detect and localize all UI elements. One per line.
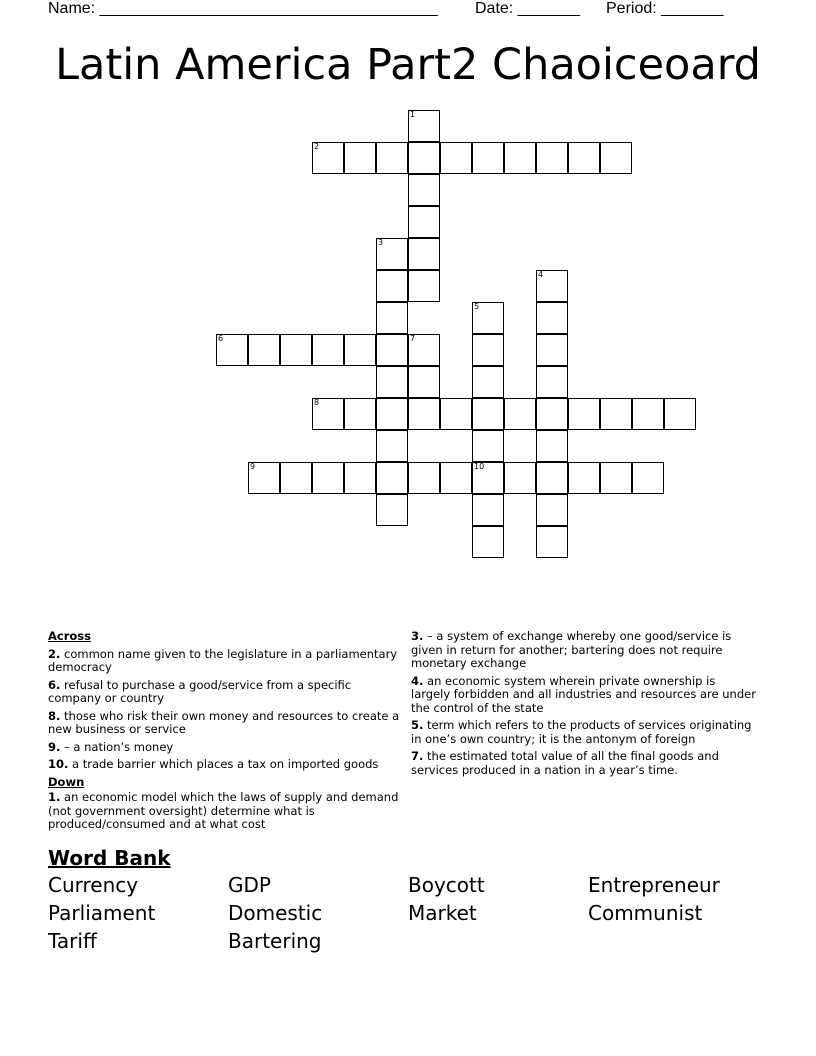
crossword-cell[interactable] bbox=[376, 430, 408, 462]
crossword-cell[interactable] bbox=[472, 526, 504, 558]
crossword-cell[interactable] bbox=[504, 398, 536, 430]
crossword-cell[interactable] bbox=[376, 238, 408, 270]
crossword-cell[interactable] bbox=[536, 334, 568, 366]
word-bank-word: GDP bbox=[228, 873, 271, 897]
clues-column-right bbox=[411, 630, 756, 781]
word-bank-word: Market bbox=[408, 901, 477, 925]
crossword-cell[interactable] bbox=[472, 142, 504, 174]
crossword-cell[interactable] bbox=[536, 526, 568, 558]
clue-across-8: 8. those who risk their own money and resources to create a new business or service bbox=[48, 708, 400, 736]
page-title: Latin America Part2 Chaoiceoard bbox=[55, 40, 761, 90]
word-bank-word: Boycott bbox=[408, 873, 485, 897]
crossword-cell[interactable] bbox=[536, 270, 568, 302]
word-bank-word: Parliament bbox=[48, 901, 156, 925]
crossword-cell[interactable] bbox=[408, 398, 440, 430]
word-bank-word: Tariff bbox=[48, 929, 97, 953]
crossword-cell[interactable] bbox=[408, 206, 440, 238]
crossword-cell[interactable] bbox=[440, 462, 472, 494]
crossword-cell[interactable] bbox=[248, 462, 280, 494]
crossword-cell[interactable] bbox=[536, 430, 568, 462]
clue-number: 1 bbox=[410, 110, 416, 119]
clue-number: 10 bbox=[474, 462, 485, 471]
clue-number: 4 bbox=[538, 270, 544, 279]
crossword-cell[interactable] bbox=[344, 462, 376, 494]
clue-number: 6 bbox=[218, 334, 224, 343]
crossword-cell[interactable] bbox=[408, 142, 440, 174]
crossword-cell[interactable] bbox=[312, 142, 344, 174]
clue-across-10: 10. a trade barrier which places a tax on imported goods bbox=[48, 757, 379, 771]
crossword-cell[interactable] bbox=[600, 398, 632, 430]
crossword-cell[interactable] bbox=[376, 366, 408, 398]
clue-number: 2 bbox=[314, 142, 320, 151]
crossword-cell[interactable] bbox=[408, 366, 440, 398]
clue-down-5: 5. term which refers to the products of services originating in one’s own country; it is the antonym of foreign bbox=[411, 718, 752, 746]
clues-column-left bbox=[48, 630, 400, 836]
crossword-cell[interactable] bbox=[472, 398, 504, 430]
crossword-cell[interactable] bbox=[632, 462, 664, 494]
crossword-cell[interactable] bbox=[376, 334, 408, 366]
period-line: Period: _______ bbox=[606, 0, 724, 17]
crossword-cell[interactable] bbox=[600, 462, 632, 494]
crossword-cell[interactable] bbox=[472, 462, 504, 494]
worksheet-header bbox=[0, 0, 816, 22]
crossword-cell[interactable] bbox=[312, 398, 344, 430]
crossword-cell[interactable] bbox=[280, 334, 312, 366]
clue-down-1: 1. an economic model which the laws of supply and demand (not government oversight) determine what is produced/consumed and at what cost bbox=[48, 790, 399, 831]
name-line: Name: ______________________________________ bbox=[48, 0, 438, 17]
crossword-cell[interactable] bbox=[408, 110, 440, 142]
crossword-cell[interactable] bbox=[440, 142, 472, 174]
crossword-cell[interactable] bbox=[472, 430, 504, 462]
clue-across-9: 9. – a nation’s money bbox=[48, 739, 174, 754]
clue-down-4: 4. an economic system wherein private ownership is largely forbidden and all industries and resources are under the control of the state bbox=[411, 673, 756, 715]
clue-down-3: 3. – a system of exchange whereby one good/service is given in return for another; bartering does not require monetary exchange bbox=[411, 629, 732, 670]
crossword-cell[interactable] bbox=[248, 334, 280, 366]
crossword-cell[interactable] bbox=[216, 334, 248, 366]
crossword-cell[interactable] bbox=[568, 142, 600, 174]
crossword-cell[interactable] bbox=[536, 462, 568, 494]
crossword-cell[interactable] bbox=[536, 142, 568, 174]
crossword-cell[interactable] bbox=[376, 142, 408, 174]
crossword-cell[interactable] bbox=[344, 398, 376, 430]
crossword-cell[interactable] bbox=[504, 142, 536, 174]
crossword-cell[interactable] bbox=[472, 366, 504, 398]
crossword-cell[interactable] bbox=[568, 398, 600, 430]
crossword-cell[interactable] bbox=[408, 462, 440, 494]
crossword-cell[interactable] bbox=[472, 302, 504, 334]
down-heading: Down bbox=[48, 774, 85, 789]
crossword-cell[interactable] bbox=[536, 398, 568, 430]
word-bank-word: Currency bbox=[48, 873, 139, 897]
word-bank-word: Communist bbox=[588, 901, 703, 925]
crossword-cell[interactable] bbox=[344, 142, 376, 174]
crossword-cell[interactable] bbox=[376, 302, 408, 334]
crossword-cell[interactable] bbox=[408, 270, 440, 302]
crossword-cell[interactable] bbox=[568, 462, 600, 494]
crossword-cell[interactable] bbox=[408, 334, 440, 366]
crossword-cell[interactable] bbox=[504, 462, 536, 494]
clue-number: 8 bbox=[314, 398, 320, 407]
crossword-cell[interactable] bbox=[664, 398, 696, 430]
crossword-cell[interactable] bbox=[632, 398, 664, 430]
crossword-cell[interactable] bbox=[376, 494, 408, 526]
crossword-cell[interactable] bbox=[312, 462, 344, 494]
crossword-cell[interactable] bbox=[408, 238, 440, 270]
word-bank-list bbox=[48, 871, 788, 961]
word-bank-word: Entrepreneur bbox=[588, 873, 720, 897]
crossword-cell[interactable] bbox=[408, 174, 440, 206]
clue-number: 7 bbox=[410, 334, 416, 343]
crossword-cell[interactable] bbox=[440, 398, 472, 430]
clue-across-6: 6. refusal to purchase a good/service from a specific company or country bbox=[48, 677, 352, 705]
crossword-cell[interactable] bbox=[376, 462, 408, 494]
word-bank-word: Domestic bbox=[228, 901, 323, 925]
crossword-cell[interactable] bbox=[344, 334, 376, 366]
word-bank-title: Word Bank bbox=[48, 846, 171, 870]
clue-number: 9 bbox=[250, 462, 256, 471]
crossword-cell[interactable] bbox=[536, 366, 568, 398]
clue-across-2: 2. common name given to the legislature in a parliamentary democracy bbox=[48, 646, 398, 674]
crossword-cell[interactable] bbox=[536, 302, 568, 334]
word-bank-word: Bartering bbox=[228, 929, 322, 953]
crossword-cell[interactable] bbox=[472, 334, 504, 366]
crossword-cell[interactable] bbox=[472, 494, 504, 526]
crossword-cell[interactable] bbox=[376, 398, 408, 430]
across-heading: Across bbox=[48, 629, 91, 643]
crossword-cell[interactable] bbox=[312, 334, 344, 366]
clue-down-7: 7. the estimated total value of all the final goods and services produced in a nation in a year’s time. bbox=[411, 749, 719, 777]
crossword-cell[interactable] bbox=[600, 142, 632, 174]
clue-number: 5 bbox=[474, 302, 480, 311]
date-line: Date: _______ bbox=[475, 0, 580, 17]
clue-number: 3 bbox=[378, 238, 384, 247]
crossword-cell[interactable] bbox=[536, 494, 568, 526]
word-bank bbox=[48, 845, 788, 961]
crossword-cell[interactable] bbox=[280, 462, 312, 494]
crossword-cell[interactable] bbox=[376, 270, 408, 302]
